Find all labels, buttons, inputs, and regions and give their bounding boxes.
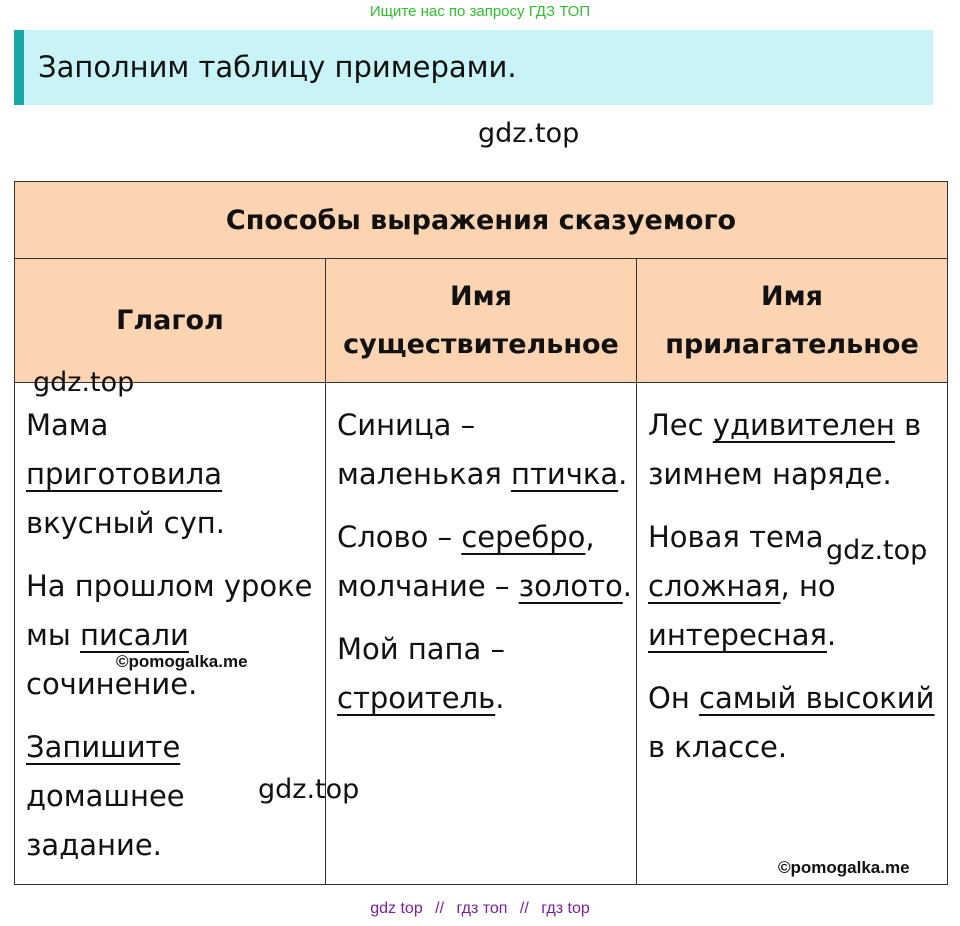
underlined-predicate: писали	[80, 618, 189, 652]
watermark-pomogalka: ©pomogalka.me	[116, 652, 248, 671]
footer-separator: //	[519, 900, 529, 917]
footer-separator: //	[435, 900, 445, 917]
watermark-gdz: gdz.top	[826, 535, 928, 566]
footer-link[interactable]: гдз top	[541, 900, 590, 917]
example-sentence: Синица – маленькая птичка.	[337, 408, 628, 491]
underlined-predicate: серебро	[461, 520, 586, 554]
table-title: Способы выражения сказуемого	[15, 182, 948, 259]
example-sentence: Мама приготовила вкусный суп.	[26, 408, 225, 540]
underlined-predicate: сложная	[648, 569, 781, 603]
task-text: Заполним таблицу примерами.	[38, 50, 517, 84]
underlined-predicate: удивителен	[712, 408, 895, 442]
column-header-label: Глагол	[116, 304, 224, 336]
column-header-label: Имя	[449, 280, 512, 312]
underlined-predicate: птичка	[511, 457, 619, 491]
task-box	[14, 30, 933, 105]
column-header-noun	[326, 259, 637, 383]
footer-links	[0, 900, 960, 918]
column-header-adjective	[637, 259, 948, 383]
footer-link[interactable]: гдз топ	[456, 900, 508, 917]
example-sentence: На прошлом уроке мы писали сочинение.	[26, 569, 313, 701]
column-header-label: существительное	[343, 328, 619, 360]
underlined-predicate: Запишите	[26, 730, 181, 764]
underlined-predicate: золото	[518, 569, 623, 603]
footer-link[interactable]: gdz top	[370, 900, 423, 917]
watermark-gdz: gdz.top	[478, 118, 580, 149]
example-sentence: Новая тема сложная, но интересная.	[648, 520, 837, 652]
example-sentence: Слово – серебро, молчание – золото.	[337, 520, 632, 603]
column-header-label: прилагательное	[665, 328, 919, 360]
underlined-predicate: приготовила	[26, 457, 223, 491]
underlined-predicate: интересная	[648, 618, 827, 652]
example-sentence: Запишите домашнее задание.	[26, 730, 185, 862]
column-header-label: Имя	[760, 280, 823, 312]
column-header-verb	[15, 259, 326, 383]
verb-examples-cell	[15, 383, 326, 885]
example-sentence: Мой папа – строитель.	[337, 632, 506, 715]
search-banner: Ищите нас по запросу ГДЗ ТОП	[369, 3, 591, 20]
watermark-pomogalka: ©pomogalka.me	[778, 858, 910, 877]
watermark-gdz: gdz.top	[33, 367, 135, 398]
example-sentence: Лес удивителен в зимнем наряде.	[648, 408, 922, 491]
watermark-gdz: gdz.top	[258, 774, 360, 805]
adjective-examples-cell	[637, 383, 948, 885]
underlined-predicate: строитель	[337, 681, 496, 715]
underlined-predicate: самый высокий	[699, 681, 935, 715]
predicate-table	[14, 181, 948, 885]
example-sentence: Он самый высокий в классе.	[648, 681, 935, 764]
noun-examples-cell	[326, 383, 637, 885]
